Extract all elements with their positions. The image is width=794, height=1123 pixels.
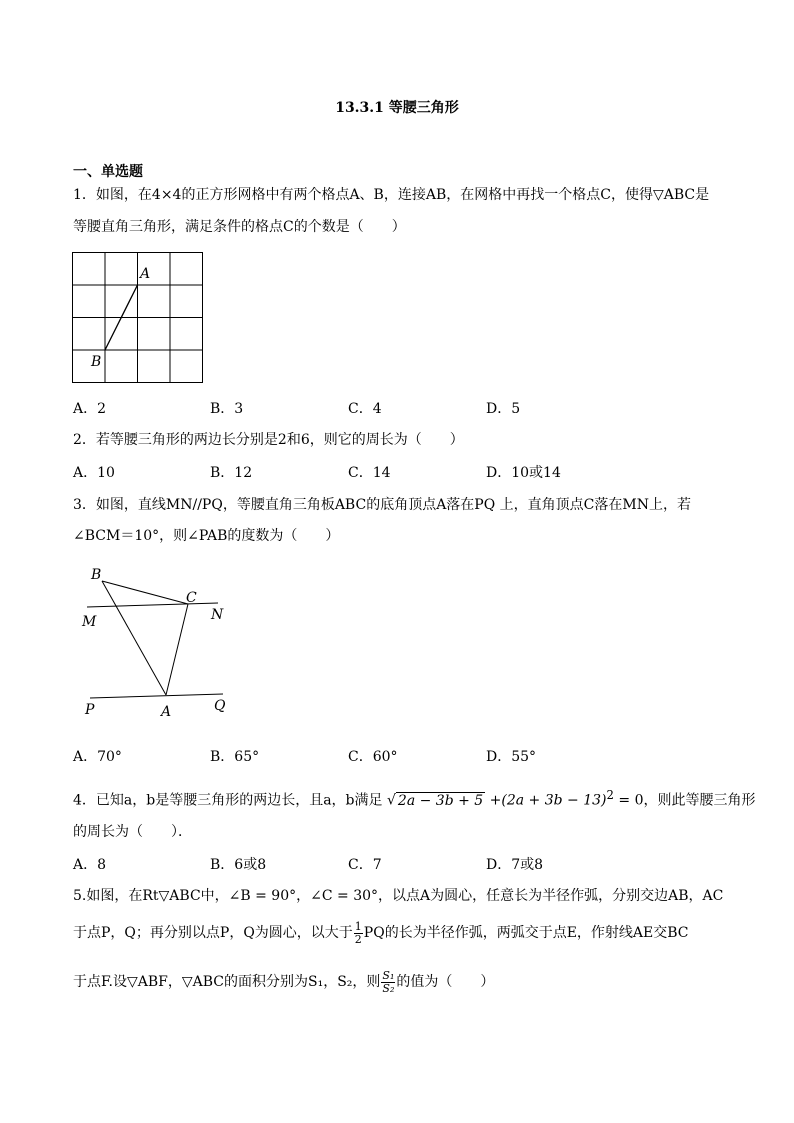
line-pq: [90, 694, 223, 698]
q3-option-b[interactable]: B．65°: [210, 749, 260, 765]
section-heading: 一、单选题: [73, 164, 143, 180]
q3-option-a[interactable]: A．70°: [73, 749, 122, 765]
label-m: M: [82, 614, 97, 630]
q4-option-a[interactable]: A．8: [73, 857, 107, 873]
q1-text-line2: 等腰直角三角形，满足条件的格点C的个数是（ ）: [73, 219, 406, 235]
q4-sqrt-expression: 2a − 3b + 5: [397, 792, 484, 809]
q3-text-line1: 3．如图，直线MN//PQ，等腰直角三角板ABC的底角顶点A落在PQ 上，直角顶点C落在MN上，若: [73, 497, 691, 513]
q5-line3-pre: 于点F.设▽ABF，▽ABC的面积分别为S₁，S₂，则: [73, 974, 381, 990]
q2-text-line1: 2．若等腰三角形的两边长分别是2和6，则它的周长为（ ）: [73, 432, 464, 448]
q4-option-c[interactable]: C．7: [348, 857, 382, 873]
q4-option-b[interactable]: B．6或8: [210, 857, 267, 873]
q3-option-c[interactable]: C．60°: [348, 749, 398, 765]
q4-exponent: 2: [606, 788, 614, 802]
frac-denominator: 2: [354, 932, 362, 946]
page-title: 13.3.1 等腰三角形: [335, 100, 459, 116]
q4-text-post: = 0，则此等腰三角形: [618, 792, 756, 809]
q5-line2-pre: 于点P，Q；再分别以点P，Q为圆心，以大于: [73, 925, 353, 941]
q2-option-a[interactable]: A．10: [73, 465, 115, 481]
q1-option-d[interactable]: D．5: [486, 401, 521, 417]
sqrt-symbol: √: [386, 792, 396, 809]
q5-line3-post: 的值为（ ）: [396, 974, 495, 990]
q1-text-line1: 1．如图，在4×4的正方形网格中有两个格点A、B，连接AB，在网格中再找一个格点C，使得▽ABC是: [73, 187, 710, 203]
label-n: N: [211, 607, 224, 623]
fraction-s1-s2: [381, 970, 395, 995]
q2-option-b[interactable]: B．12: [210, 465, 253, 481]
segment-ba: [102, 581, 166, 695]
line-mn: [87, 603, 218, 607]
q4-text-line2: 的周长为（ ）．: [73, 824, 192, 840]
q4-text-line1: [73, 785, 755, 811]
q4-option-d[interactable]: D．7或8: [486, 857, 544, 873]
segment-bc: [102, 581, 188, 604]
frac2-numerator: S₁: [382, 968, 395, 982]
q1-option-a[interactable]: A．2: [73, 401, 107, 417]
label-b: B: [91, 354, 102, 370]
frac-numerator: 1: [354, 919, 362, 933]
label-a: A: [140, 266, 151, 282]
label-b: B: [91, 567, 102, 583]
q4-text-pre: 4．已知a，b是等腰三角形的两边长，且a，b满足: [73, 792, 383, 809]
q2-option-c[interactable]: C．14: [348, 465, 391, 481]
label-c: C: [186, 590, 197, 606]
label-a: A: [161, 704, 172, 720]
q3-triangle-figure: [75, 562, 245, 722]
q3-text-line2: ∠BCM＝10°，则∠PAB的度数为（ ）: [73, 528, 340, 544]
q5-text-line3: [73, 966, 494, 998]
q2-option-d[interactable]: D．10或14: [486, 465, 561, 481]
q1-option-c[interactable]: C．4: [348, 401, 382, 417]
q1-grid-figure: [70, 250, 206, 386]
q1-option-b[interactable]: B．3: [210, 401, 244, 417]
fraction-one-half: [354, 921, 363, 946]
q5-text-line1: 5.如图，在Rt▽ABC中，∠B = 90°，∠C = 30°，以点A为圆心，任意长为半径作弧，分别交边AB，AC: [73, 888, 724, 904]
label-p: P: [85, 702, 95, 718]
frac2-denominator: S₂: [382, 981, 395, 995]
label-q: Q: [214, 698, 226, 714]
q3-option-d[interactable]: D．55°: [486, 749, 537, 765]
q5-line2-post: PQ的长为半径作弧，两弧交于点E，作射线AE交BC: [363, 925, 689, 941]
q5-text-line2: [73, 919, 689, 947]
segment-ca: [166, 604, 188, 695]
q4-square-expression: +(2a + 3b − 13): [489, 792, 607, 809]
